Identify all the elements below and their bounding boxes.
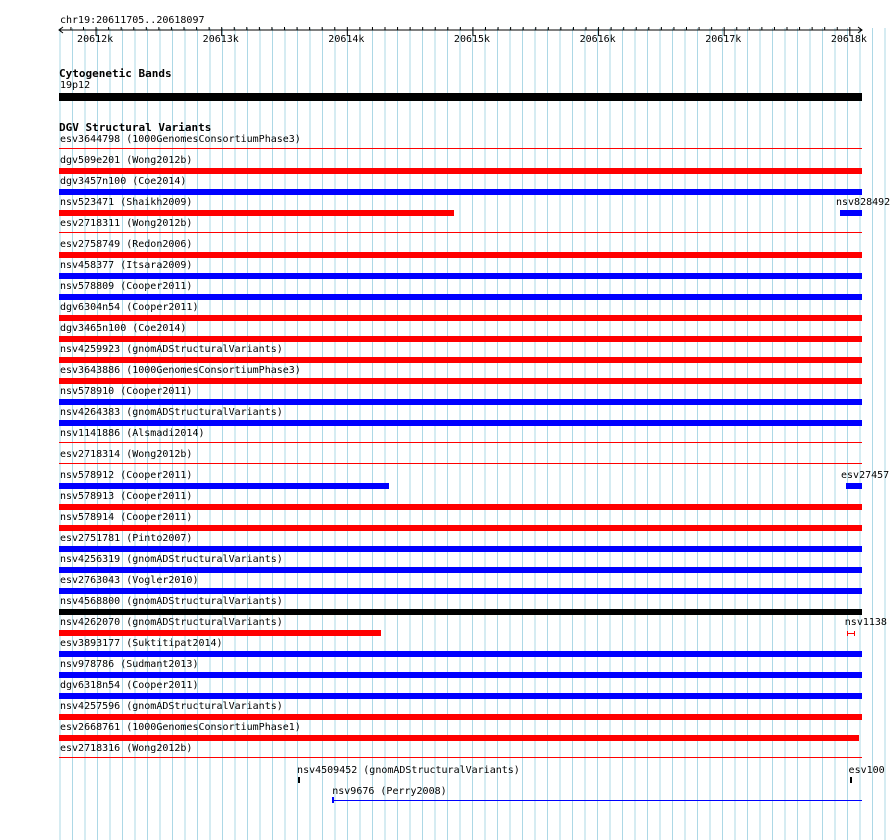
variant-label[interactable]: dgv3457n100 (Coe2014) — [60, 176, 187, 187]
ruler-tick-label: 20617k — [705, 34, 742, 45]
variant-label[interactable]: esv2751781 (Pinto2007) — [60, 533, 193, 544]
variant-bar[interactable] — [59, 399, 862, 405]
variant-bar[interactable] — [59, 672, 862, 678]
variant-bar[interactable] — [59, 189, 862, 195]
variant-bar[interactable] — [59, 168, 862, 174]
variant-label[interactable]: esv2763043 (Vogler2010) — [60, 575, 199, 586]
variant-divider — [59, 442, 862, 443]
variant-bar[interactable] — [59, 315, 862, 321]
variant-bar[interactable] — [59, 336, 862, 342]
variant-mini-bar-line — [848, 633, 854, 634]
variant-label[interactable]: nsv578809 (Cooper2011) — [60, 281, 193, 292]
variant-thin-tick — [332, 797, 334, 803]
ruler-tick-label: 20616k — [579, 34, 616, 45]
variant-bar[interactable] — [59, 525, 862, 531]
variant-label[interactable]: dgv6318n54 (Cooper2011) — [60, 680, 199, 691]
variant-label-extra[interactable]: nsv828492 — [835, 197, 890, 208]
ruler-tick-label: 20614k — [328, 34, 365, 45]
ruler — [0, 22, 890, 67]
variant-label[interactable]: nsv4259923 (gnomADStructuralVariants) — [60, 344, 283, 355]
variant-bar[interactable] — [59, 294, 862, 300]
variant-bar[interactable] — [59, 420, 862, 426]
variant-label[interactable]: nsv4264383 (gnomADStructuralVariants) — [60, 407, 283, 418]
variant-label[interactable]: nsv4256319 (gnomADStructuralVariants) — [60, 554, 283, 565]
variant-label[interactable]: nsv978786 (Sudmant2013) — [60, 659, 199, 670]
variant-label[interactable]: esv2668761 (1000GenomesConsortiumPhase1) — [60, 722, 301, 733]
variant-bar[interactable] — [840, 210, 862, 216]
variant-bar[interactable] — [59, 588, 862, 594]
variant-label[interactable]: nsv578914 (Cooper2011) — [60, 512, 193, 523]
dgv-track-title: DGV Structural Variants — [59, 121, 212, 134]
cytoband-track-title: Cytogenetic Bands — [59, 67, 172, 80]
variant-bar[interactable] — [59, 546, 862, 552]
variant-bar[interactable] — [59, 210, 454, 216]
variant-bar[interactable] — [59, 630, 381, 636]
variant-bar[interactable] — [59, 483, 389, 489]
variant-label-extra[interactable]: nsv1138 — [844, 617, 887, 628]
variant-bar[interactable] — [846, 483, 862, 489]
variant-bar[interactable] — [59, 609, 862, 615]
ruler-tick-label: 20615k — [453, 34, 491, 45]
variant-label[interactable]: esv2718314 (Wong2012b) — [60, 449, 193, 460]
variant-bar[interactable] — [59, 651, 862, 657]
variant-label[interactable]: esv2758749 (Redon2006) — [60, 239, 193, 250]
variant-label[interactable]: nsv9676 (Perry2008) — [332, 786, 447, 797]
variant-divider — [59, 463, 862, 464]
variant-label[interactable]: esv3644798 (1000GenomesConsortiumPhase3) — [60, 134, 301, 145]
variant-bar[interactable] — [59, 714, 862, 720]
variant-label[interactable]: dgv3465n100 (Coe2014) — [60, 323, 187, 334]
variant-thin-line[interactable] — [332, 800, 862, 801]
cytoband-bar[interactable] — [59, 93, 862, 101]
variant-marker[interactable] — [298, 777, 300, 783]
variant-label[interactable]: nsv578912 (Cooper2011) — [60, 470, 193, 481]
variant-divider — [59, 757, 862, 758]
ruler-tick-label: 20618k — [830, 34, 867, 45]
variant-label[interactable]: esv2718311 (Wong2012b) — [60, 218, 193, 229]
variant-bar[interactable] — [59, 504, 862, 510]
variant-label[interactable]: nsv578910 (Cooper2011) — [60, 386, 193, 397]
variant-label[interactable]: nsv458377 (Itsara2009) — [60, 260, 193, 271]
variant-label[interactable]: esv2718316 (Wong2012b) — [60, 743, 193, 754]
variant-mini-bar[interactable] — [847, 631, 855, 636]
variant-label[interactable]: nsv4568800 (gnomADStructuralVariants) — [60, 596, 283, 607]
variant-label[interactable]: nsv1141886 (Alsmadi2014) — [60, 428, 205, 439]
variant-bar[interactable] — [59, 378, 862, 384]
variant-bar[interactable] — [59, 735, 859, 741]
variant-label[interactable]: esv100 — [848, 765, 885, 776]
variant-label[interactable]: nsv523471 (Shaikh2009) — [60, 197, 193, 208]
variant-label-extra[interactable]: esv27457 — [841, 470, 890, 481]
variant-label[interactable]: esv3643886 (1000GenomesConsortiumPhase3) — [60, 365, 301, 376]
cytoband-name: 19p12 — [60, 80, 91, 91]
variant-divider — [59, 148, 862, 149]
variant-label[interactable]: nsv578913 (Cooper2011) — [60, 491, 193, 502]
variant-divider — [59, 232, 862, 233]
variant-label[interactable]: dgv509e201 (Wong2012b) — [60, 155, 193, 166]
variant-label[interactable]: dgv6304n54 (Cooper2011) — [60, 302, 199, 313]
variant-label[interactable]: nsv4509452 (gnomADStructuralVariants) — [297, 765, 520, 776]
variant-label[interactable]: esv3893177 (Suktitipat2014) — [60, 638, 223, 649]
ruler-tick-label: 20613k — [202, 34, 239, 45]
variant-bar[interactable] — [59, 357, 862, 363]
variant-marker[interactable] — [850, 777, 852, 783]
variant-bar[interactable] — [59, 693, 862, 699]
ruler-tick-label: 20612k — [77, 34, 114, 45]
variant-label[interactable]: nsv4262070 (gnomADStructuralVariants) — [60, 617, 283, 628]
variant-bar[interactable] — [59, 252, 862, 258]
ruler-location: chr19:20611705..20618097 — [60, 15, 205, 26]
variant-bar[interactable] — [59, 567, 862, 573]
variant-label[interactable]: nsv4257596 (gnomADStructuralVariants) — [60, 701, 283, 712]
variant-bar[interactable] — [59, 273, 862, 279]
